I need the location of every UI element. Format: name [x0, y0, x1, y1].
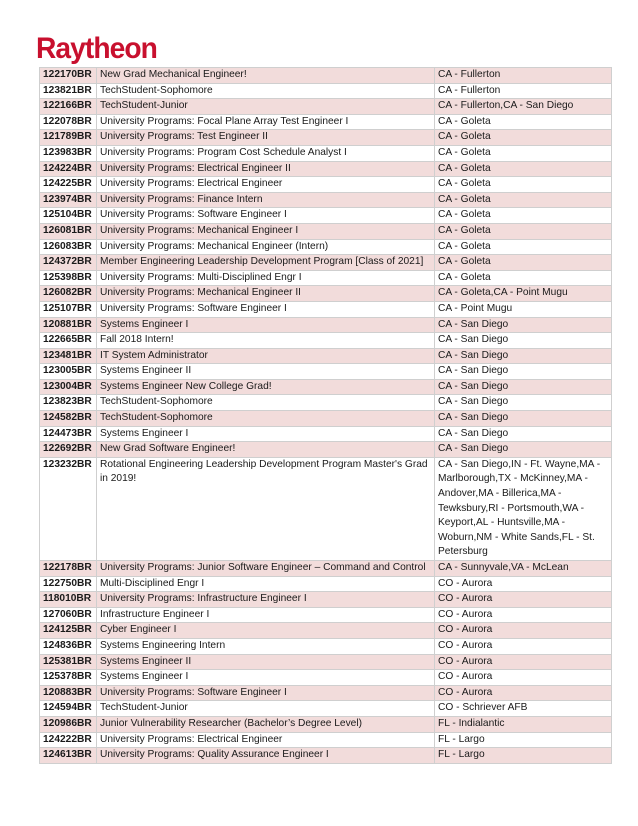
- job-id-cell: 122665BR: [40, 333, 97, 349]
- job-id-cell: 123821BR: [40, 83, 97, 99]
- job-location-cell: CA - Fullerton: [435, 83, 612, 99]
- job-id-cell: 120986BR: [40, 716, 97, 732]
- job-location-cell: CA - San Diego: [435, 333, 612, 349]
- job-location-cell: CA - Point Mugu: [435, 301, 612, 317]
- table-row: [40, 426, 612, 442]
- job-title-cell: University Programs: Test Engineer II: [97, 130, 435, 146]
- job-title-cell: University Programs: Finance Intern: [97, 192, 435, 208]
- job-id-cell: 122750BR: [40, 576, 97, 592]
- job-id-cell: 123481BR: [40, 348, 97, 364]
- job-id-cell: 124836BR: [40, 638, 97, 654]
- job-id-cell: 124613BR: [40, 748, 97, 764]
- job-title-cell: TechStudent-Sophomore: [97, 83, 435, 99]
- table-row: [40, 395, 612, 411]
- raytheon-logo: Raytheon: [36, 32, 157, 65]
- job-title-cell: Systems Engineer I: [97, 426, 435, 442]
- job-title-cell: University Programs: Focal Plane Array Test Engineer I: [97, 114, 435, 130]
- job-listings-table: [39, 67, 612, 764]
- table-row: [40, 255, 612, 271]
- table-row: [40, 607, 612, 623]
- job-id-cell: 124473BR: [40, 426, 97, 442]
- job-location-cell: CA - Fullerton,CA - San Diego: [435, 99, 612, 115]
- job-id-cell: 124222BR: [40, 732, 97, 748]
- job-title-cell: Systems Engineer II: [97, 654, 435, 670]
- job-id-cell: 126081BR: [40, 223, 97, 239]
- job-location-cell: FL - Indialantic: [435, 716, 612, 732]
- job-id-cell: 126082BR: [40, 286, 97, 302]
- table-row: [40, 239, 612, 255]
- table-row: [40, 208, 612, 224]
- table-row: [40, 442, 612, 458]
- job-location-cell: CA - San Diego: [435, 426, 612, 442]
- table-row: [40, 145, 612, 161]
- job-location-cell: CA - Goleta: [435, 145, 612, 161]
- job-id-cell: 123005BR: [40, 364, 97, 380]
- job-location-cell: CA - San Diego: [435, 395, 612, 411]
- table-row: [40, 286, 612, 302]
- job-title-cell: TechStudent-Sophomore: [97, 411, 435, 427]
- job-location-cell: CA - San Diego: [435, 348, 612, 364]
- table-row: [40, 192, 612, 208]
- job-location-cell: FL - Largo: [435, 748, 612, 764]
- job-title-cell: University Programs: Mechanical Engineer II: [97, 286, 435, 302]
- job-title-cell: Systems Engineer I: [97, 317, 435, 333]
- table-row: [40, 411, 612, 427]
- job-title-cell: University Programs: Infrastructure Engineer I: [97, 592, 435, 608]
- job-title-cell: New Grad Software Engineer!: [97, 442, 435, 458]
- job-title-cell: University Programs: Junior Software Engineer – Command and Control: [97, 561, 435, 577]
- table-row: [40, 130, 612, 146]
- job-title-cell: University Programs: Mechanical Engineer I: [97, 223, 435, 239]
- job-title-cell: Systems Engineer I: [97, 670, 435, 686]
- job-title-cell: University Programs: Multi-Disciplined Engr I: [97, 270, 435, 286]
- job-location-cell: CA - San Diego: [435, 442, 612, 458]
- job-id-cell: 124372BR: [40, 255, 97, 271]
- job-id-cell: 125107BR: [40, 301, 97, 317]
- table-row: [40, 638, 612, 654]
- job-title-cell: University Programs: Program Cost Schedule Analyst I: [97, 145, 435, 161]
- job-title-cell: University Programs: Software Engineer I: [97, 208, 435, 224]
- job-location-cell: CO - Aurora: [435, 576, 612, 592]
- job-location-cell: CA - Goleta: [435, 130, 612, 146]
- job-location-cell: CA - San Diego: [435, 317, 612, 333]
- job-location-cell: CA - San Diego: [435, 364, 612, 380]
- job-id-cell: 125381BR: [40, 654, 97, 670]
- job-location-cell: FL - Largo: [435, 732, 612, 748]
- job-id-cell: 122078BR: [40, 114, 97, 130]
- job-title-cell: Cyber Engineer I: [97, 623, 435, 639]
- table-row: [40, 317, 612, 333]
- job-id-cell: 123004BR: [40, 379, 97, 395]
- job-title-cell: University Programs: Electrical Engineer: [97, 177, 435, 193]
- job-id-cell: 122166BR: [40, 99, 97, 115]
- job-id-cell: 123232BR: [40, 457, 97, 560]
- job-location-cell: CO - Aurora: [435, 638, 612, 654]
- job-title-cell: Rotational Engineering Leadership Development Program Master's Grad in 2019!: [97, 457, 435, 560]
- job-id-cell: 120881BR: [40, 317, 97, 333]
- job-location-cell: CO - Aurora: [435, 607, 612, 623]
- table-row: [40, 561, 612, 577]
- job-id-cell: 122692BR: [40, 442, 97, 458]
- job-id-cell: 126083BR: [40, 239, 97, 255]
- table-row: [40, 114, 612, 130]
- job-location-cell: CA - San Diego,IN - Ft. Wayne,MA - Marlborough,TX - McKinney,MA - Andover,MA - Billerica,MA - Tewksbury,RI - Portsmouth,WA - Keyport,AL - Huntsville,MA - Woburn,NM - White Sands,FL - St. Petersburg: [435, 457, 612, 560]
- job-location-cell: CA - Fullerton: [435, 68, 612, 84]
- table-row: [40, 592, 612, 608]
- table-row: [40, 68, 612, 84]
- job-location-cell: CA - Goleta: [435, 192, 612, 208]
- job-location-cell: CA - Goleta: [435, 223, 612, 239]
- job-title-cell: New Grad Mechanical Engineer!: [97, 68, 435, 84]
- table-row: [40, 748, 612, 764]
- job-location-cell: CA - Goleta: [435, 114, 612, 130]
- job-id-cell: 125398BR: [40, 270, 97, 286]
- job-title-cell: University Programs: Quality Assurance Engineer I: [97, 748, 435, 764]
- job-id-cell: 125104BR: [40, 208, 97, 224]
- job-title-cell: University Programs: Mechanical Engineer (Intern): [97, 239, 435, 255]
- table-row: [40, 270, 612, 286]
- job-location-cell: CA - San Diego: [435, 379, 612, 395]
- job-id-cell: 123983BR: [40, 145, 97, 161]
- table-row: [40, 623, 612, 639]
- job-location-cell: CO - Aurora: [435, 685, 612, 701]
- job-title-cell: Junior Vulnerability Researcher (Bachelor’s Degree Level): [97, 716, 435, 732]
- table-row: [40, 457, 612, 560]
- job-id-cell: 123823BR: [40, 395, 97, 411]
- table-row: [40, 333, 612, 349]
- job-id-cell: 124594BR: [40, 701, 97, 717]
- table-row: [40, 301, 612, 317]
- job-title-cell: University Programs: Software Engineer I: [97, 301, 435, 317]
- job-id-cell: 118010BR: [40, 592, 97, 608]
- job-id-cell: 124224BR: [40, 161, 97, 177]
- job-id-cell: 121789BR: [40, 130, 97, 146]
- job-id-cell: 124582BR: [40, 411, 97, 427]
- table-row: [40, 379, 612, 395]
- table-row: [40, 83, 612, 99]
- job-location-cell: CO - Aurora: [435, 623, 612, 639]
- job-location-cell: CA - Goleta,CA - Point Mugu: [435, 286, 612, 302]
- job-title-cell: TechStudent-Sophomore: [97, 395, 435, 411]
- table-row: [40, 161, 612, 177]
- job-location-cell: CA - San Diego: [435, 411, 612, 427]
- table-row: [40, 654, 612, 670]
- job-listings-body: [40, 68, 612, 764]
- job-location-cell: CA - Goleta: [435, 239, 612, 255]
- job-title-cell: University Programs: Electrical Engineer II: [97, 161, 435, 177]
- job-id-cell: 122170BR: [40, 68, 97, 84]
- job-id-cell: 120883BR: [40, 685, 97, 701]
- job-title-cell: Multi-Disciplined Engr I: [97, 576, 435, 592]
- table-row: [40, 716, 612, 732]
- job-id-cell: 123974BR: [40, 192, 97, 208]
- job-title-cell: Systems Engineer II: [97, 364, 435, 380]
- table-row: [40, 685, 612, 701]
- job-title-cell: TechStudent-Junior: [97, 99, 435, 115]
- job-title-cell: Member Engineering Leadership Development Program [Class of 2021]: [97, 255, 435, 271]
- job-id-cell: 122178BR: [40, 561, 97, 577]
- table-row: [40, 670, 612, 686]
- table-row: [40, 364, 612, 380]
- job-id-cell: 124225BR: [40, 177, 97, 193]
- job-location-cell: CA - Goleta: [435, 255, 612, 271]
- job-title-cell: TechStudent-Junior: [97, 701, 435, 717]
- job-id-cell: 125378BR: [40, 670, 97, 686]
- job-location-cell: CA - Sunnyvale,VA - McLean: [435, 561, 612, 577]
- job-title-cell: University Programs: Software Engineer I: [97, 685, 435, 701]
- job-title-cell: University Programs: Electrical Engineer: [97, 732, 435, 748]
- job-location-cell: CA - Goleta: [435, 161, 612, 177]
- job-title-cell: Systems Engineer New College Grad!: [97, 379, 435, 395]
- job-location-cell: CO - Aurora: [435, 654, 612, 670]
- job-title-cell: Infrastructure Engineer I: [97, 607, 435, 623]
- job-location-cell: CO - Schriever AFB: [435, 701, 612, 717]
- job-location-cell: CA - Goleta: [435, 208, 612, 224]
- table-row: [40, 701, 612, 717]
- job-location-cell: CA - Goleta: [435, 270, 612, 286]
- job-title-cell: Systems Engineering Intern: [97, 638, 435, 654]
- table-row: [40, 177, 612, 193]
- job-id-cell: 124125BR: [40, 623, 97, 639]
- table-row: [40, 348, 612, 364]
- table-row: [40, 576, 612, 592]
- job-location-cell: CA - Goleta: [435, 177, 612, 193]
- table-row: [40, 99, 612, 115]
- table-row: [40, 223, 612, 239]
- job-location-cell: CO - Aurora: [435, 592, 612, 608]
- job-location-cell: CO - Aurora: [435, 670, 612, 686]
- table-row: [40, 732, 612, 748]
- job-title-cell: Fall 2018 Intern!: [97, 333, 435, 349]
- job-title-cell: IT System Administrator: [97, 348, 435, 364]
- job-id-cell: 127060BR: [40, 607, 97, 623]
